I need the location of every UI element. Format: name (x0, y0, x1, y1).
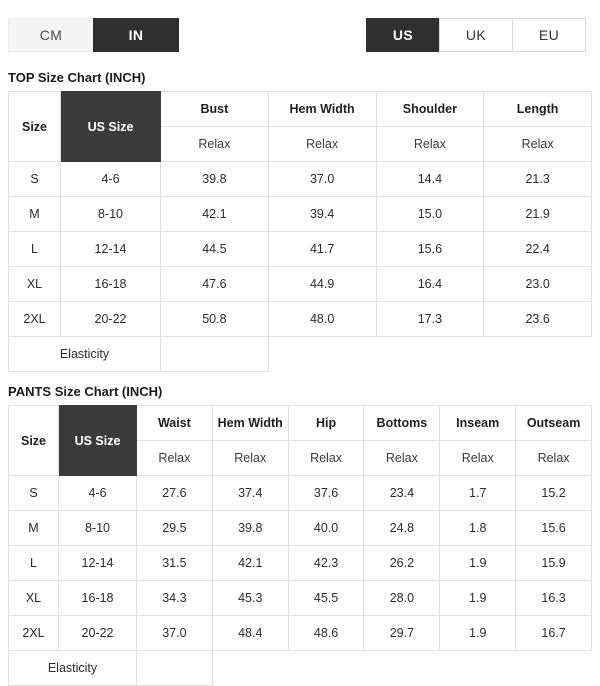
top-header-shoulder: Shoulder (376, 92, 484, 127)
pants-row-hip: 45.5 (288, 581, 364, 616)
top-row-length: 22.4 (484, 232, 592, 267)
pants-row-outseam: 16.7 (516, 616, 592, 651)
top-row-us: 16-18 (61, 267, 161, 302)
unit-toggle-in[interactable]: IN (93, 18, 179, 52)
pants-row-hem: 37.4 (212, 476, 288, 511)
top-row-size: XL (9, 267, 61, 302)
top-row-length: 21.9 (484, 197, 592, 232)
pants-row-inseam: 1.9 (440, 546, 516, 581)
top-header-bust: Bust (161, 92, 269, 127)
pants-header-hip: Hip (288, 406, 364, 441)
pants-elasticity-blank-5 (516, 651, 592, 686)
pants-row-bottoms: 24.8 (364, 511, 440, 546)
top-row-hem: 48.0 (268, 302, 376, 337)
top-chart-title: TOP Size Chart (INCH) (8, 70, 146, 85)
pants-row-waist: 37.0 (137, 616, 213, 651)
pants-header-waist: Waist (137, 406, 213, 441)
top-elasticity-label: Elasticity (9, 337, 161, 372)
top-row-shoulder: 15.0 (376, 197, 484, 232)
pants-elasticity-waist (137, 651, 213, 686)
pants-row-hip: 37.6 (288, 476, 364, 511)
pants-row-size: XL (9, 581, 59, 616)
pants-row-hip: 48.6 (288, 616, 364, 651)
pants-elasticity-blank-1 (212, 651, 288, 686)
top-row-bust: 47.6 (161, 267, 269, 302)
pants-row-size: S (9, 476, 59, 511)
pants-row-inseam: 1.9 (440, 616, 516, 651)
pants-row-bottoms: 23.4 (364, 476, 440, 511)
pants-row-size: L (9, 546, 59, 581)
pants-row-us: 8-10 (59, 511, 137, 546)
pants-subheader-bottoms-relax: Relax (364, 441, 440, 476)
pants-row-inseam: 1.7 (440, 476, 516, 511)
unit-toggle-cm[interactable]: CM (8, 18, 94, 52)
pants-row-hem: 39.8 (212, 511, 288, 546)
pants-subheader-outseam-relax: Relax (516, 441, 592, 476)
table-row (9, 511, 592, 546)
top-row-bust: 42.1 (161, 197, 269, 232)
pants-row-size: M (9, 511, 59, 546)
pants-row-us: 12-14 (59, 546, 137, 581)
top-elasticity-bust (161, 337, 269, 372)
pants-chart-title: PANTS Size Chart (INCH) (8, 384, 163, 399)
top-elasticity-blank-1 (268, 337, 376, 372)
pants-row-outseam: 16.3 (516, 581, 592, 616)
top-row-shoulder: 15.6 (376, 232, 484, 267)
pants-elasticity-blank-4 (440, 651, 516, 686)
top-elasticity-blank-3 (484, 337, 592, 372)
top-subheader-bust-relax: Relax (161, 127, 269, 162)
pants-row-outseam: 15.2 (516, 476, 592, 511)
pants-row-inseam: 1.8 (440, 511, 516, 546)
top-row-shoulder: 16.4 (376, 267, 484, 302)
top-row-shoulder: 17.3 (376, 302, 484, 337)
top-row-shoulder: 14.4 (376, 162, 484, 197)
top-row-size: S (9, 162, 61, 197)
pants-row-us: 20-22 (59, 616, 137, 651)
pants-row-outseam: 15.6 (516, 511, 592, 546)
table-elasticity-row (9, 651, 592, 686)
pants-row-bottoms: 28.0 (364, 581, 440, 616)
unit-region-toggle-row (8, 0, 592, 66)
region-toggle-group (366, 18, 586, 52)
table-header-row (9, 406, 592, 441)
table-row (9, 476, 592, 511)
top-subheader-hem-relax: Relax (268, 127, 376, 162)
pants-row-hem: 42.1 (212, 546, 288, 581)
pants-header-bottoms: Bottoms (364, 406, 440, 441)
pants-header-hem-width: Hem Width (212, 406, 288, 441)
table-row (9, 546, 592, 581)
top-size-chart-table (8, 91, 592, 372)
pants-row-bottoms: 26.2 (364, 546, 440, 581)
pants-header-outseam: Outseam (516, 406, 592, 441)
top-row-us: 8-10 (61, 197, 161, 232)
top-row-size: M (9, 197, 61, 232)
pants-header-us-size: US Size (59, 406, 137, 476)
pants-row-us: 4-6 (59, 476, 137, 511)
top-elasticity-blank-2 (376, 337, 484, 372)
region-toggle-uk[interactable]: UK (439, 18, 513, 52)
top-row-length: 21.3 (484, 162, 592, 197)
region-toggle-eu[interactable]: EU (512, 18, 586, 52)
table-row (9, 197, 592, 232)
pants-subheader-hem-relax: Relax (212, 441, 288, 476)
top-row-bust: 44.5 (161, 232, 269, 267)
top-header-us-size: US Size (61, 92, 161, 162)
top-subheader-length-relax: Relax (484, 127, 592, 162)
top-row-size: L (9, 232, 61, 267)
unit-toggle-group (8, 18, 179, 52)
top-row-size: 2XL (9, 302, 61, 337)
pants-row-inseam: 1.9 (440, 581, 516, 616)
top-row-bust: 39.8 (161, 162, 269, 197)
pants-subheader-hip-relax: Relax (288, 441, 364, 476)
top-row-bust: 50.8 (161, 302, 269, 337)
table-header-row (9, 92, 592, 127)
pants-row-waist: 29.5 (137, 511, 213, 546)
table-row (9, 581, 592, 616)
pants-row-waist: 34.3 (137, 581, 213, 616)
top-row-us: 12-14 (61, 232, 161, 267)
top-row-length: 23.6 (484, 302, 592, 337)
pants-size-chart-table (8, 405, 592, 686)
pants-header-size: Size (9, 406, 59, 476)
top-header-hem-width: Hem Width (268, 92, 376, 127)
pants-elasticity-blank-2 (288, 651, 364, 686)
pants-elasticity-blank-3 (364, 651, 440, 686)
table-row (9, 616, 592, 651)
pants-header-inseam: Inseam (440, 406, 516, 441)
top-row-us: 4-6 (61, 162, 161, 197)
top-row-hem: 41.7 (268, 232, 376, 267)
top-row-us: 20-22 (61, 302, 161, 337)
top-row-hem: 39.4 (268, 197, 376, 232)
top-subheader-shoulder-relax: Relax (376, 127, 484, 162)
top-row-hem: 44.9 (268, 267, 376, 302)
pants-row-hip: 40.0 (288, 511, 364, 546)
pants-row-hem: 48.4 (212, 616, 288, 651)
pants-elasticity-label: Elasticity (9, 651, 137, 686)
region-toggle-us[interactable]: US (366, 18, 440, 52)
pants-row-hem: 45.3 (212, 581, 288, 616)
table-row (9, 232, 592, 267)
pants-row-waist: 31.5 (137, 546, 213, 581)
top-row-hem: 37.0 (268, 162, 376, 197)
top-header-size: Size (9, 92, 61, 162)
pants-subheader-inseam-relax: Relax (440, 441, 516, 476)
pants-row-waist: 27.6 (137, 476, 213, 511)
top-header-length: Length (484, 92, 592, 127)
pants-row-bottoms: 29.7 (364, 616, 440, 651)
table-elasticity-row (9, 337, 592, 372)
pants-row-size: 2XL (9, 616, 59, 651)
pants-row-outseam: 15.9 (516, 546, 592, 581)
pants-row-us: 16-18 (59, 581, 137, 616)
pants-row-hip: 42.3 (288, 546, 364, 581)
table-row (9, 267, 592, 302)
pants-subheader-waist-relax: Relax (137, 441, 213, 476)
table-row (9, 302, 592, 337)
table-row (9, 162, 592, 197)
top-row-length: 23.0 (484, 267, 592, 302)
